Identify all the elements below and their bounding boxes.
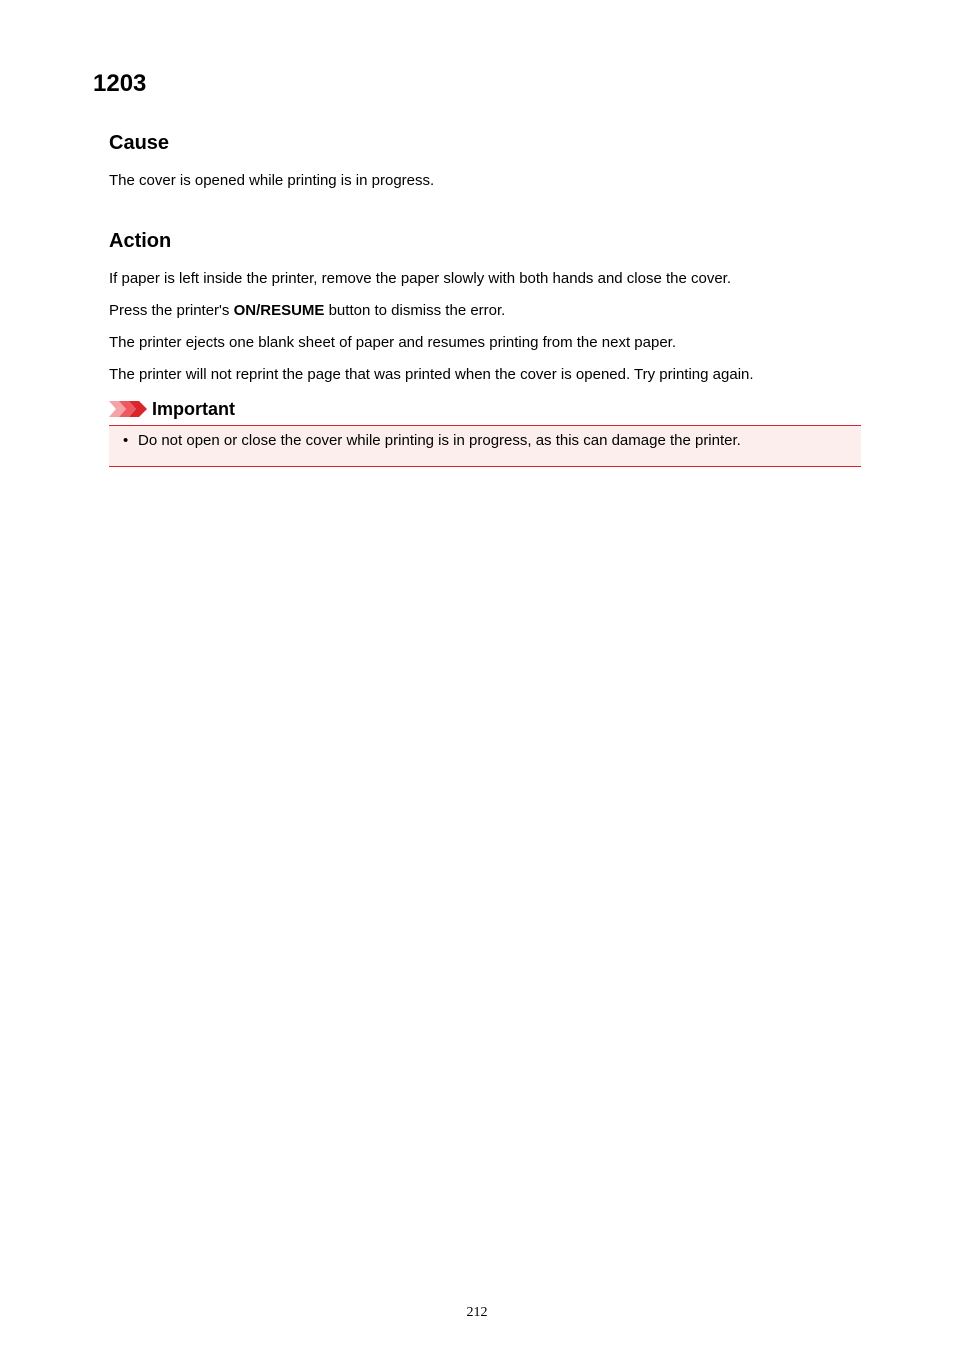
important-label: Important xyxy=(152,399,235,419)
cause-text: The cover is opened while printing is in progress. xyxy=(109,172,435,189)
cause-heading: Cause xyxy=(109,132,170,154)
important-item-text: Do not open or close the cover while printing is in progress, as this can damage the printer. xyxy=(138,432,741,449)
important-chevrons-icon xyxy=(109,401,147,417)
action-paragraph-2-before: Press the printer's xyxy=(109,302,234,319)
important-header xyxy=(109,397,235,421)
action-paragraph-2 xyxy=(109,301,505,321)
on-resume-button-label: ON/RESUME xyxy=(233,302,325,319)
page-title: 1203 xyxy=(93,70,147,97)
action-paragraph-4: The printer will not reprint the page that was printed when the cover is opened. Try printing again. xyxy=(109,366,754,383)
action-paragraph-1: If paper is left inside the printer, remove the paper slowly with both hands and close the cover. xyxy=(109,270,732,287)
page-number: 212 xyxy=(466,1305,488,1320)
bullet-icon: • xyxy=(123,432,129,449)
action-paragraph-2-after: button to dismiss the error. xyxy=(324,302,506,319)
action-paragraph-3: The printer ejects one blank sheet of paper and resumes printing from the next paper. xyxy=(109,334,676,351)
action-heading: Action xyxy=(109,230,172,252)
important-list-item xyxy=(123,431,741,451)
important-box xyxy=(109,425,861,467)
